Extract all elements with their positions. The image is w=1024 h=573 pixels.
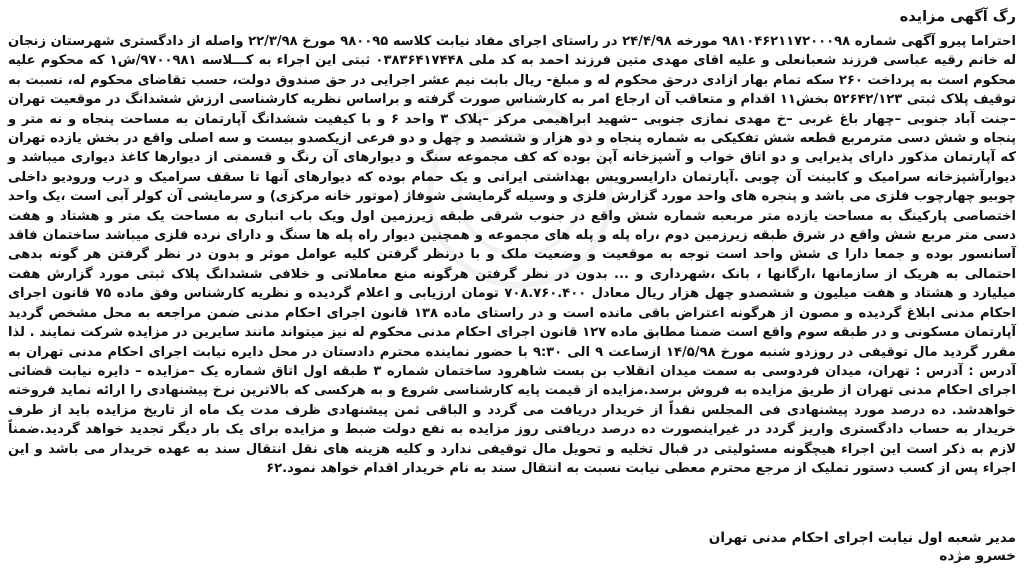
notice-body: احتراما پیرو آگهی شماره ۹۸۱۰۴۶۲۱۱۷۲۰۰۰۹۸ مورخه ۲۴/۴/۹۸ در راستای اجرای مفاد نیابت کلاسه ۹۸۰۰۹۵ مورخ ۲۲/۳/۹۸ واصله از دادگستری شهرستان زنجان له خانم رقیه عباسی فرزند شعبانعلی و علیه اقای مهدی متین فرزند احمد به کد ملی ۰۳۸۳۶۴۱۷۴۴۸ ثبتی این اجراء به کـــلاسه ۹۷۰۰۹۸۱/ش۱ که محکوم علیه محکوم است به پرداخت ۲۶۰ سکه تمام بهار ازادی درحق محکوم له و مبلغ- ریال بابت نیم عشر اجرایی در حق صندوق دولت، حسب تقاضای محکوم له، نسبت به توقیف پلاک ثبتی ۵۲۶۴۲/۱۲۳ بخش۱۱ اقدام و متعاقب آن ارجاع امر به کارشناس صورت گرفته و براساس نظریه کارشناسی ارزش ششدانگ در موقعیت تهران –جنت آباد جنوبی –چهار باغ غربی –خ مهدی نمازی جنوبی –شهید ابراهیمی مرکز –پلاک ۳ واحد ۶ و با کیفیت ششدانگ آپارتمان به مساحت پنجاه و نه متر و پنجاه و شش دسی مترمربع قطعه شش تفکیکی به شماره پنجاه و دو هزار و ششصد و چهل و دو فرعی ازیکصدو بیست و سه اصلی واقع در بخش یازده تهران که آپارتمان مذکور دارای پذیرایی و دو اتاق خواب و آشپزخانه آپن بوده که کف مجموعه سنگ و دیوارهای آن رنگ و قسمتی از دیوارها کاغذ دیواری میباشد و دیوارآشپزخانه سرامیک و کابینت آن چوبی .آپارتمان دارایسرویس بهداشتی ایرانی و یک حمام بوده که دیوارهای آنها تا سقف سرامیک و درب ورودیو داخلی چوبیو چهارچوب فلزی می باشد و پنجره های واحد مورد گزارش فلزی و وسیله گرمایشی شوفاژ (موتور خانه مرکزی) و سرمایشی آن کولر آبی است ،یک واحد اختصاصی پارکینگ به مساحت یازده متر مربعبه شماره شش واقع در جنوب شرقی طبقه زیرزمین اول ویک باب انباری به مساحت یک متر و هشتاد و هفت دسی متر مربع شش واقع در شرق طبقه زیرزمین دوم ،راه پله و پله های مجموعه و همچنین دیوار راه پله ها سنگ و دارای نرده فلزی میباشد ساختمان فاقد آسانسور بوده و جمعا دارا ی شش واحد است توجه به موقعیت و وضعیت ملک و با درنظر گرفتن کلیه عوامل موثر و بدون در نظر گرفتن هر گونه بدهی احتمالی به هریک از سازمانها ،ارگانها ، بانک ،شهرداری و ... بدون در نظر گرفتن هرگونه منع معاملاتی و خلافی ششدانگ پلاک ثبتی مورد گزارش هفت میلیارد و هشتاد و هفت میلیون و ششصدو چهل هزار ریال معادل ۷۰۸.۷۶۰.۴۰۰ تومان ارزیابی و اعلام گردیده و نظریه کارشناس وفق ماده ۷۵ قانون اجرای احکام مدنی ابلاغ گردیده و مصون از هرگونه اعتراض باقی مانده است و در راستای ماده ۱۳۸ قانون اجرای احکام مدنی ضمن مراجعه به محل مشخص گردید آپارتمان مسکونی و در طبقه سوم واقع است ضمنا مطابق ماده ۱۲۷ قانون اجرای احکام مدنی محکوم له نیز میتواند مانند سایرین در مزایده شرکت نمایند . لذا مقرر گردید مال توقیفی در روزدو شنبه مورخ ۱۴/۵/۹۸ ازساعت ۹ الی ۹:۳۰ با حضور نماینده محترم دادستان در محل دایره نیابت اجرای احکام مدنی تهران به آدرس : آدرس : تهران، میدان فردوسی به سمت میدان انقلاب بن بست شاهرود ساختمان شماره ۳ طبقه اول اتاق شماره یک –مزایده – دایره نیابت قضائی اجرای احکام مدنی تهران از طریق مزایده به فروش برسد.مزایده از قیمت پایه کارشناسی شروع و به هرکسی که بالاترین نرخ پیشنهادی را ارائه نماید فروخته خواهدشد. ده درصد مورد پیشنهادی فی المجلس نقداً از خریدار دریافت می گردد و الباقی ثمن پیشنهادی ظرف مدت یک ماه از تاریخ مزایده باید از طرف خریدار به حساب دادگستری واریز گردد در غیراینصورت ده درصد دریافتی روز مزایده به نفع دولت ضبط و مزایده برای یک بار دیگر تجدید خواهد گردید.ضمناً لازم به ذکر است این اجراء هیچگونه مسئولیتی در قبال تخلیه و تحویل مال توقیفی ندارد و کلیه هزینه های نقل انتقال سند به عهده خریدار می باشد و این اجراء پس از کسب دستور تملیک از مرجع محترم معطی نیابت نسبت به انتقال سند به نام خریدار اقدام خواهد نمود.۶۲ [8,34,1017,476]
notice-title: رگ آگهی مزایده [899,9,1016,25]
signature-block [709,529,1016,565]
signature-title: مدیر شعبه اول نیابت اجرای احکام مدنی تهران [708,530,1016,546]
signature-name: خسرو مژده [939,548,1016,564]
